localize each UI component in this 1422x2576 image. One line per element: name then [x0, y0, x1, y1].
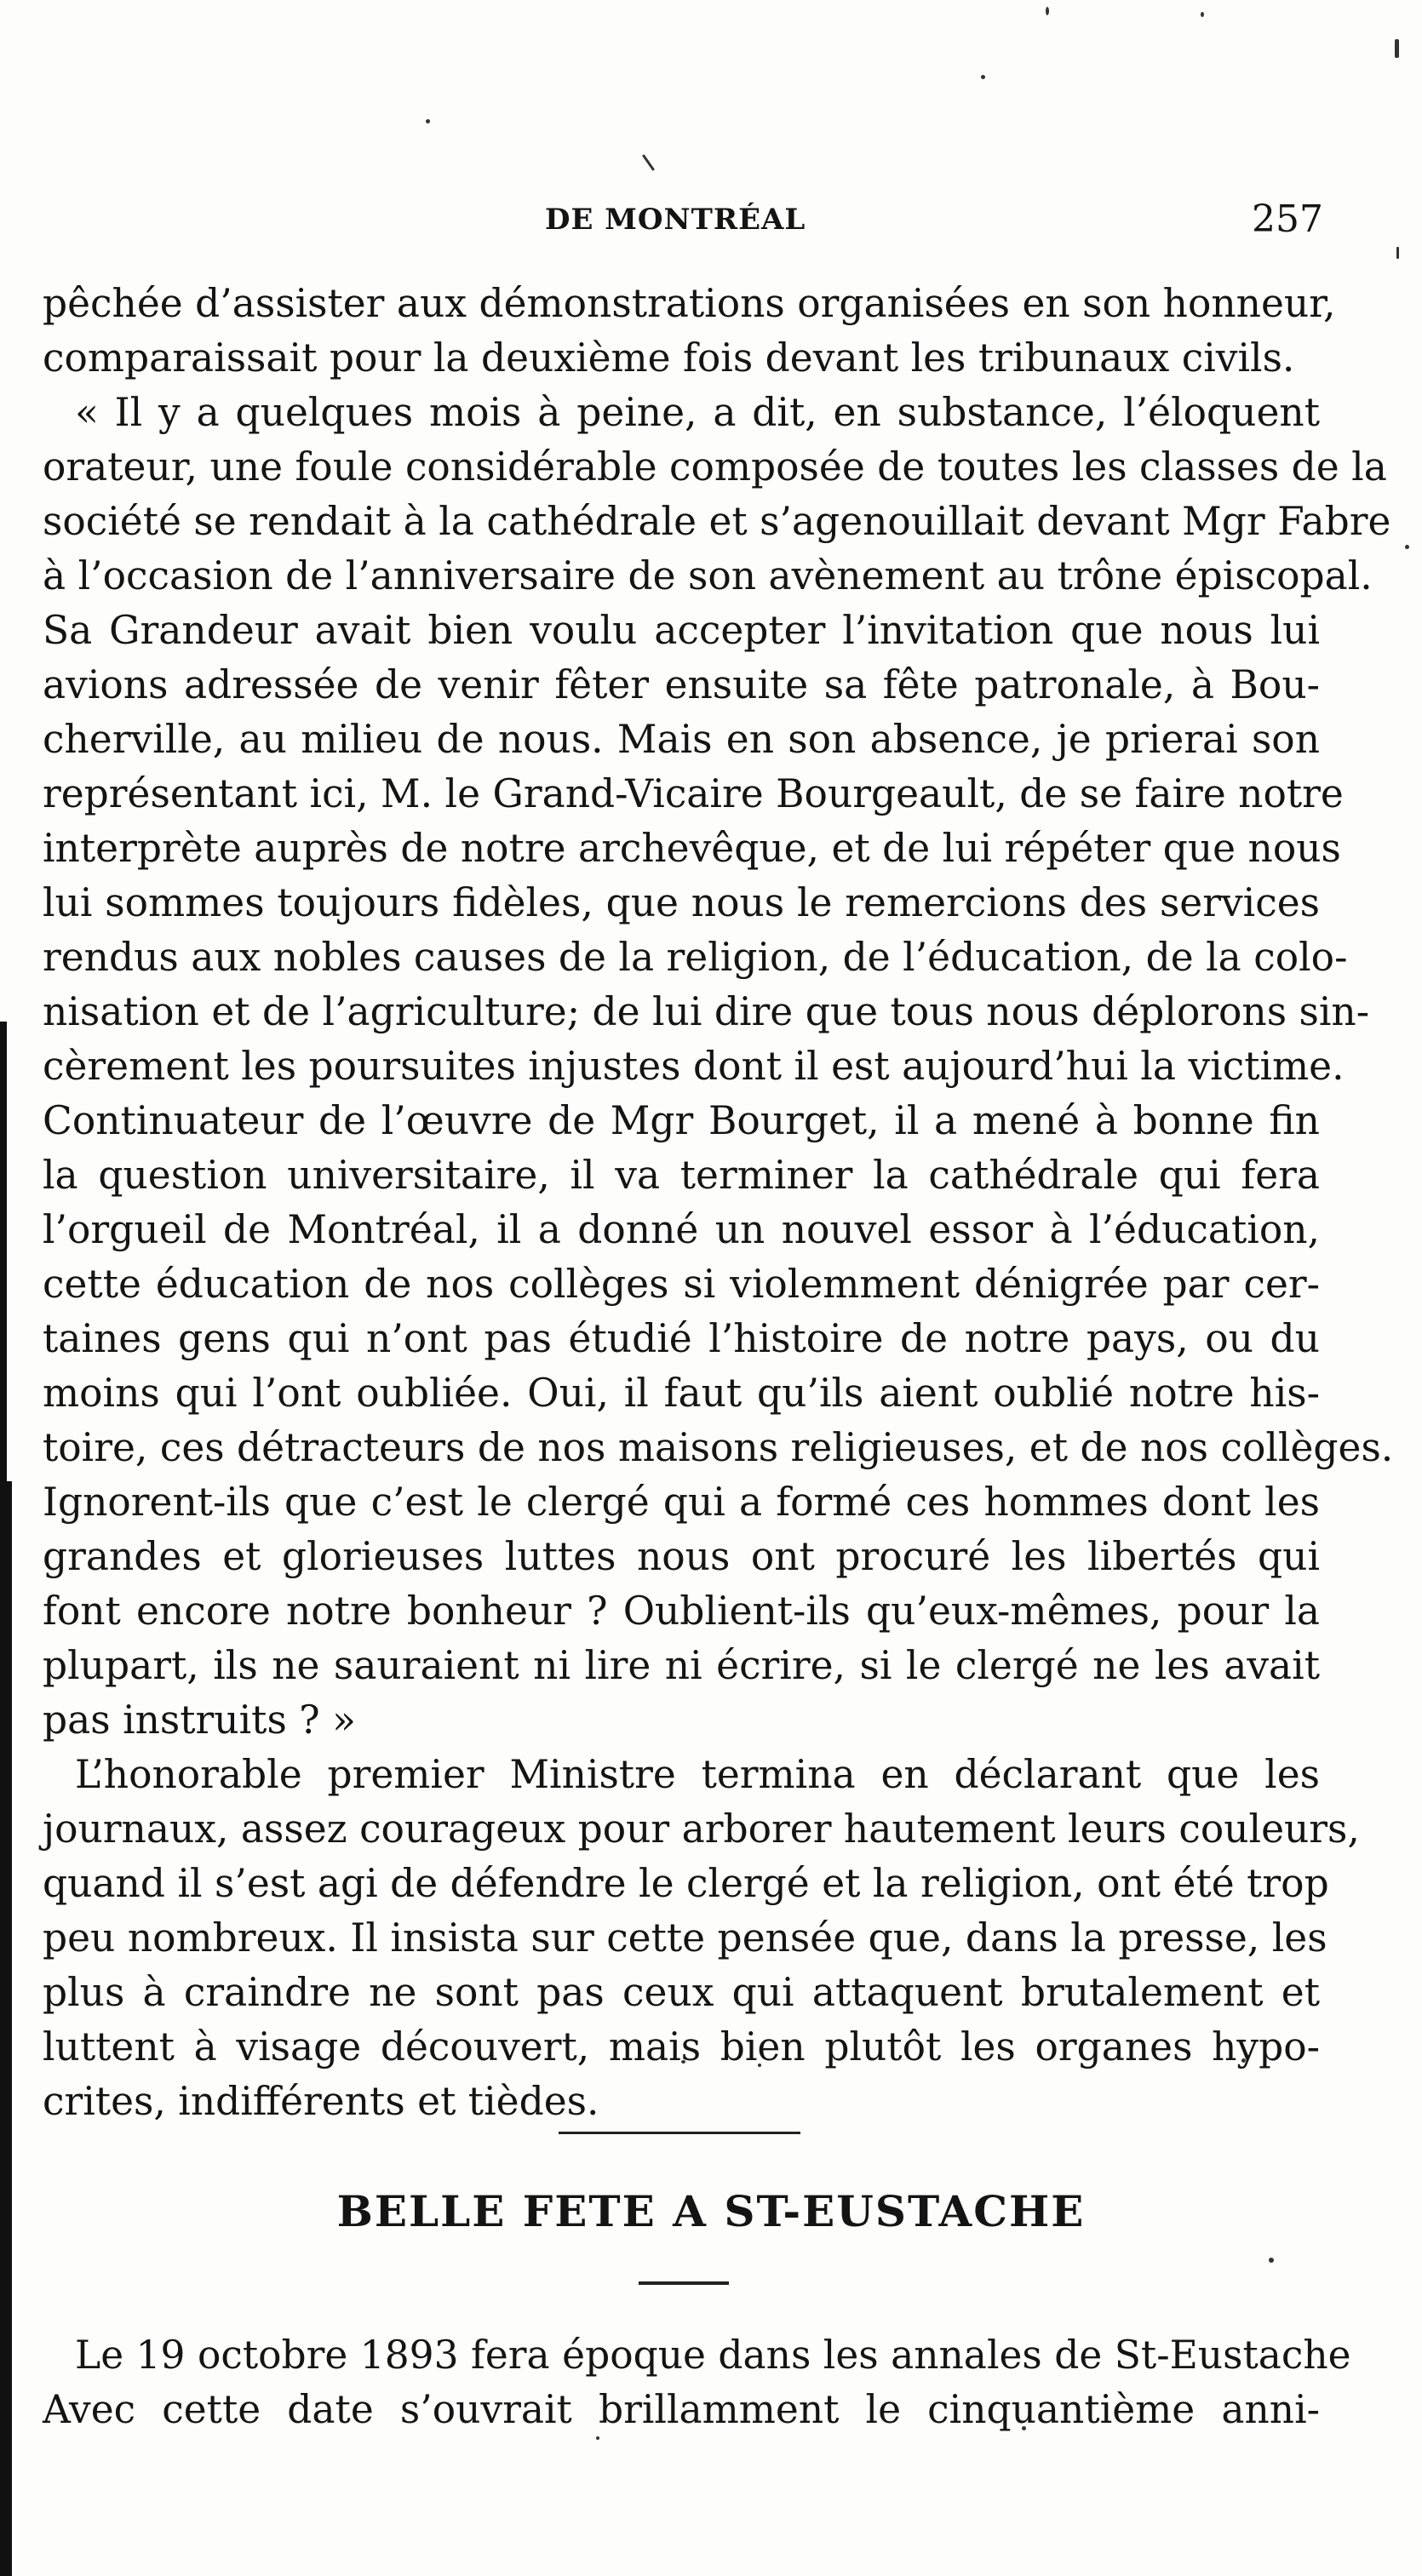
text-line: comparaissait pour la deuxième fois devant les tribunaux civils.: [43, 335, 1295, 381]
text-line: société se rendait à la cathédrale et s’agenouillait devant Mgr Fabre: [43, 499, 1391, 544]
paragraph: [43, 277, 1336, 386]
section-text: [43, 2328, 1351, 2437]
text-line: plus à craindre ne sont pas ceux qui attaquent brutalement et: [43, 1970, 1320, 2015]
scan-speck: [981, 75, 985, 79]
text-line: luttent à visage découvert, mais bien plutôt les organes hypo-: [43, 2024, 1320, 2069]
text-line: représentant ici, M. le Grand-Vicaire Bourgeault, de se faire notre: [43, 771, 1344, 816]
text-line: moins qui l’ont oubliée. Oui, il faut qu’ils aient oublié notre his-: [43, 1371, 1320, 1416]
text-line: peu nombreux. Il insista sur cette pensée que, dans la presse, les: [43, 1915, 1327, 1961]
text-line: lui sommes toujours fidèles, que nous le remercions des services: [43, 880, 1320, 925]
page-header: [0, 197, 1422, 249]
text-line: à l’occasion de l’anniversaire de son avènement au trône épiscopal.: [43, 553, 1373, 598]
text-line: journaux, assez courageux pour arborer hautement leurs couleurs,: [43, 1806, 1360, 1852]
scan-speck: [426, 119, 430, 123]
text-line: cherville, au milieu de nous. Mais en son absence, je prierai son: [43, 717, 1320, 762]
text-line: cette éducation de nos collèges si violemment dénigrée par cer-: [43, 1262, 1320, 1307]
title-underline: [639, 2281, 729, 2285]
scan-speck: [1269, 2258, 1274, 2263]
scan-speck: [1395, 39, 1399, 58]
running-head: DE MONTRÉAL: [545, 203, 806, 237]
scan-speck: [642, 154, 655, 171]
text-line: plupart, ils ne sauraient ni lire ni écrire, si le clergé ne les avait: [43, 1643, 1320, 1688]
text-line: grandes et glorieuses luttes nous ont procuré les libertés qui: [43, 1534, 1320, 1579]
text-line: Avec cette date s’ouvrait brillamment le cinquantième anni-: [43, 2387, 1320, 2432]
text-line: Continuateur de l’œuvre de Mgr Bourget, il a mené à bonne fin: [43, 1098, 1320, 1143]
text-line: toire, ces détracteurs de nos maisons religieuses, et de nos collèges.: [43, 1425, 1394, 1470]
text-line: font encore notre bonheur ? Oublient-ils qu’eux-mêmes, pour la: [43, 1589, 1320, 1634]
text-line: la question universitaire, il va terminer la cathédrale qui fera: [43, 1153, 1320, 1198]
paragraph: [43, 1748, 1360, 2129]
text-line: taines gens qui n’ont pas étudié l’histoire de notre pays, ou du: [43, 1316, 1320, 1361]
page-edge-binding: [0, 1481, 12, 2576]
text-line: « Il y a quelques mois à peine, a dit, en substance, l’éloquent: [75, 390, 1320, 435]
text-line: Sa Grandeur avait bien voulu accepter l’invitation que nous lui: [43, 608, 1320, 653]
text-line: Ignorent-ils que c’est le clergé qui a formé ces hommes dont les: [43, 1480, 1320, 1525]
section-title: BELLE FETE A ST-EUSTACHE: [336, 2186, 1086, 2236]
text-line: Le 19 octobre 1893 fera époque dans les annales de St-Eustache: [75, 2333, 1351, 2378]
text-line: quand il s’est agi de défendre le clergé et la religion, ont été trop: [43, 1861, 1329, 1906]
paragraph: [43, 386, 1394, 1748]
scan-speck: [1046, 7, 1049, 15]
text-line: interprète auprès de notre archevêque, et de lui répéter que nous: [43, 826, 1341, 871]
page-edge-shadow: [0, 1022, 7, 1481]
text-line: orateur, une foule considérable composée de toutes les classes de la: [43, 444, 1387, 489]
main-text: [43, 277, 1394, 2129]
text-line: cèrement les poursuites injustes dont il est aujourd’hui la victime.: [43, 1044, 1345, 1089]
text-line: avions adressée de venir fêter ensuite sa fête patronale, à Bou-: [43, 662, 1320, 707]
text-line: nisation et de l’agriculture; de lui dire que tous nous déplorons sin-: [43, 989, 1370, 1034]
text-line: crites, indifférents et tièdes.: [43, 2079, 599, 2124]
text-line: rendus aux nobles causes de la religion, de l’éducation, de la colo-: [43, 935, 1348, 980]
scan-speck: [1396, 247, 1399, 259]
text-line: pêchée d’assister aux démonstrations organisées en son honneur,: [43, 281, 1336, 326]
text-line: pas instruits ? »: [43, 1697, 356, 1743]
text-line: l’orgueil de Montréal, il a donné un nouvel essor à l’éducation,: [43, 1207, 1320, 1252]
page-number: 257: [1252, 197, 1323, 241]
scan-speck: [1201, 12, 1204, 17]
scan-speck: [1405, 545, 1409, 549]
section-divider: [559, 2132, 800, 2134]
text-line: L’honorable premier Ministre termina en déclarant que les: [75, 1752, 1320, 1797]
